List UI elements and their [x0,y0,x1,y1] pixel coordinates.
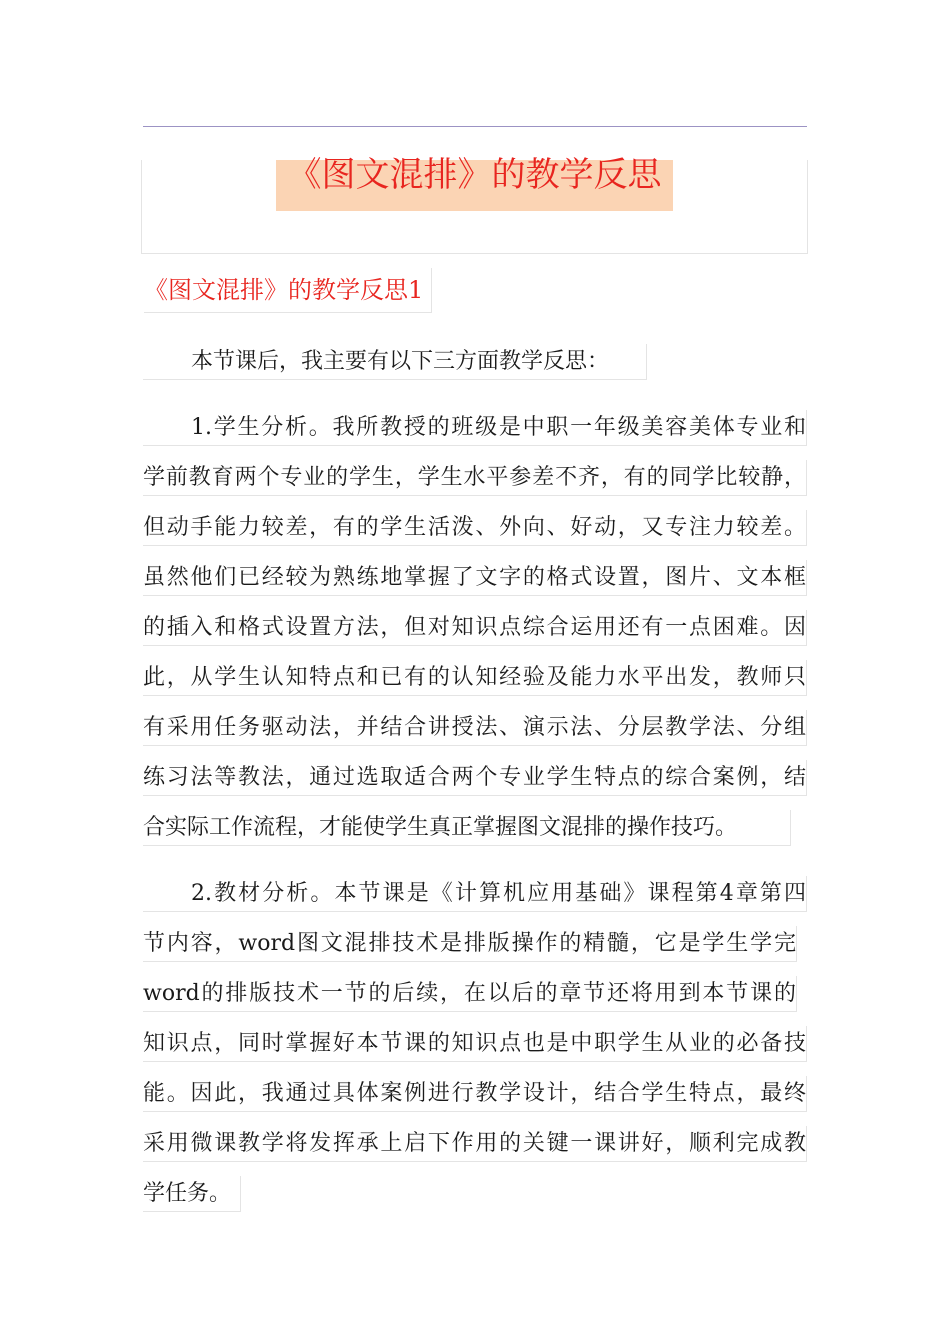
para2-line: 学任务。 [143,1176,241,1212]
para1-line: 合实际工作流程，才能使学生真正掌握图文混排的操作技巧。 [143,810,791,846]
document-title: 《图文混排》的教学反思 [287,155,662,195]
para1-line: 练习法等教法，通过选取适合两个专业学生特点的综合案例，结 [143,760,807,796]
section-heading: 《图文混排》的教学反思1 [144,268,432,313]
para2-line: 2.教材分析。本节课是《计算机应用基础》课程第4章第四 [143,876,807,912]
para2-line: 能。因此，我通过具体案例进行教学设计，结合学生特点，最终 [143,1076,807,1112]
para2-line: word的排版技术一节的后续，在以后的章节还将用到本节课的 [143,976,797,1012]
header-rule [143,126,807,127]
para1-line: 学前教育两个专业的学生，学生水平参差不齐，有的同学比较静， [143,460,807,496]
para1-line: 的插入和格式设置方法，但对知识点综合运用还有一点困难。因 [143,610,807,646]
para1-line: 但动手能力较差，有的学生活泼、外向、好动，又专注力较差。 [143,510,807,546]
para2-line: 知识点，同时掌握好本节课的知识点也是中职学生从业的必备技 [143,1026,807,1062]
para1-line: 此，从学生认知特点和已有的认知经验及能力水平出发，教师只 [143,660,807,696]
para2-line: 采用微课教学将发挥承上启下作用的关键一课讲好，顺利完成教 [143,1126,807,1162]
para2-line: 节内容，word图文混排技术是排版操作的精髓，它是学生学完 [143,926,797,962]
intro-line: 本节课后，我主要有以下三方面教学反思： [143,344,647,380]
para1-line: 虽然他们已经较为熟练地掌握了文字的格式设置，图片、文本框 [143,560,807,596]
para1-line: 有采用任务驱动法，并结合讲授法、演示法、分层教学法、分组 [143,710,807,746]
para1-line: 1.学生分析。我所教授的班级是中职一年级美容美体专业和 [143,410,807,446]
